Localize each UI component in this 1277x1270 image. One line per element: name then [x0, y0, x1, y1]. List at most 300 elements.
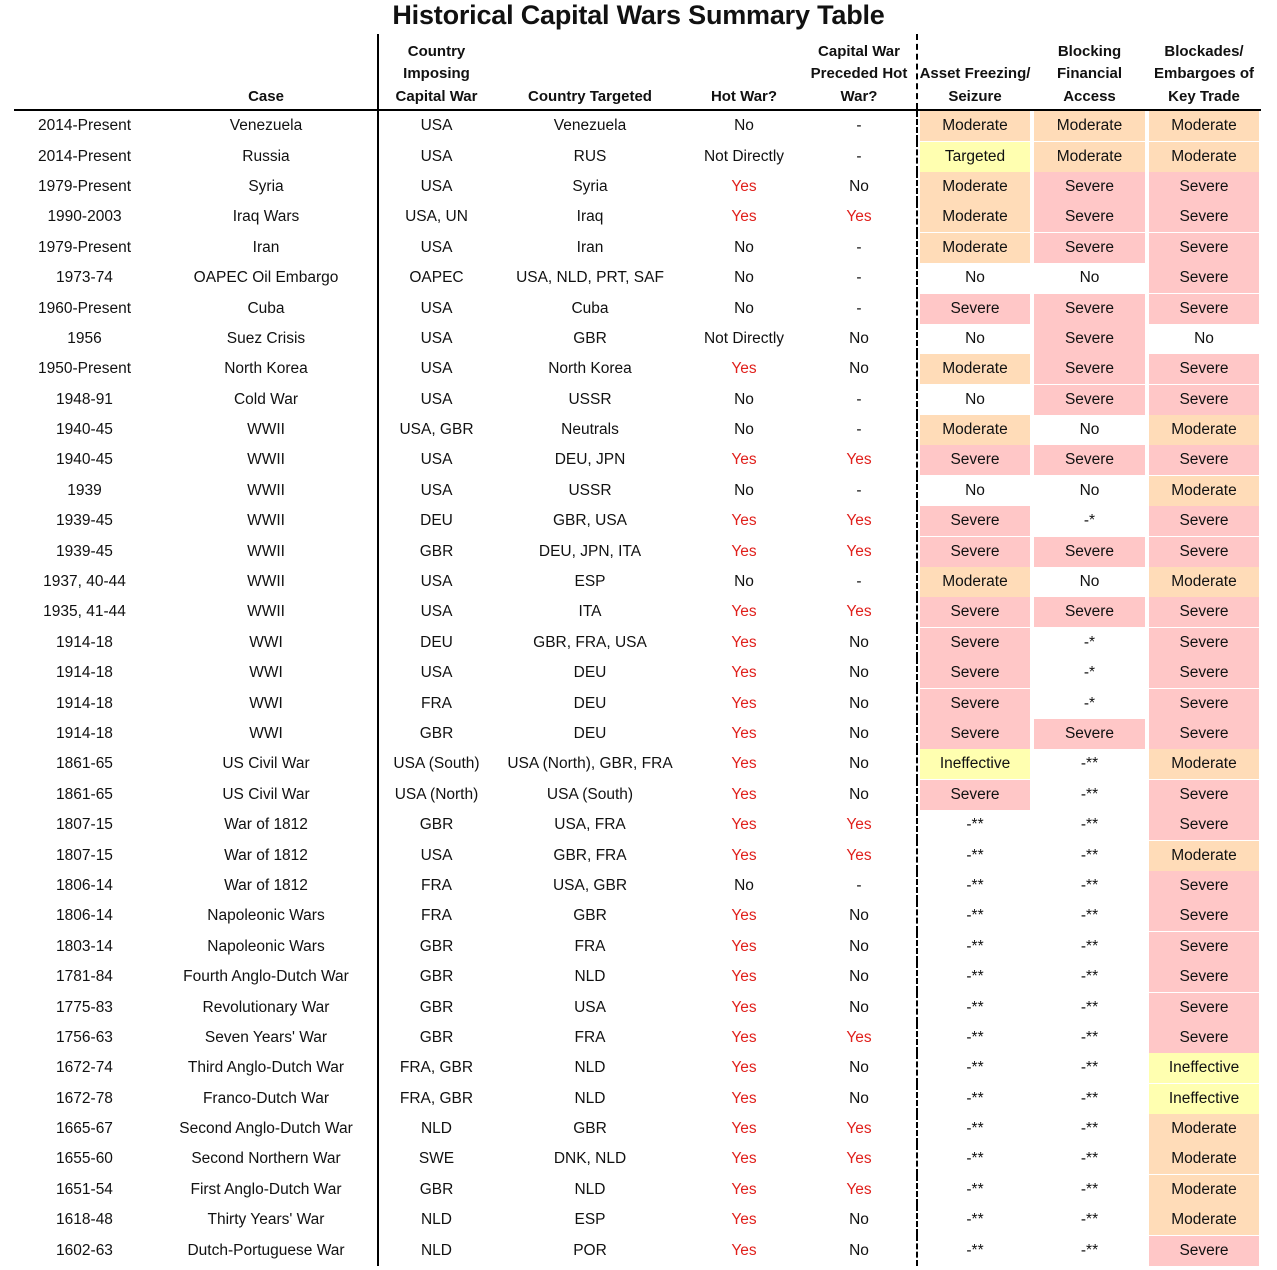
- case-cell: WWII: [247, 421, 285, 439]
- blockades-cell-value: Moderate: [1149, 476, 1259, 506]
- targeted-cell: North Korea: [548, 360, 632, 378]
- imposing-cell: USA (North): [378, 780, 494, 810]
- blocking-cell: [1032, 1235, 1147, 1265]
- blockades-cell-value: Severe: [1149, 689, 1259, 719]
- case-cell: WWII: [247, 573, 285, 591]
- blocking-cell: [1032, 1114, 1147, 1144]
- targeted-cell: ESP: [574, 573, 606, 591]
- case-cell: Franco-Dutch War: [202, 1089, 330, 1107]
- preceded-cell: No: [849, 360, 869, 378]
- preceded-cell: No: [849, 755, 869, 773]
- blockades-cell: [1147, 992, 1261, 1022]
- targeted-cell: FRA: [574, 937, 606, 955]
- blocking-cell: [1032, 293, 1147, 323]
- table-row: [14, 172, 1261, 202]
- imposing-cell: FRA: [378, 901, 494, 931]
- period-cell: 2014-Present: [37, 147, 132, 165]
- blockades-cell: [1147, 932, 1261, 962]
- hot-war-cell: Yes: [731, 1120, 757, 1138]
- asset-cell: [917, 172, 1032, 202]
- blockades-cell-value: Severe: [1149, 962, 1259, 992]
- table-row: [14, 324, 1261, 354]
- table-row: [14, 1053, 1261, 1083]
- imposing-cell: SWE: [378, 1144, 494, 1174]
- asset-cell-value: Severe: [920, 506, 1030, 536]
- targeted-cell: USA, GBR: [552, 876, 628, 894]
- asset-cell-value: No: [920, 385, 1030, 415]
- blockades-cell-value: Severe: [1149, 385, 1259, 415]
- table-row: [14, 1023, 1261, 1053]
- blockades-cell-value: Severe: [1149, 628, 1259, 658]
- blocking-cell-value: Severe: [1034, 445, 1145, 475]
- table-row: [14, 1144, 1261, 1174]
- preceded-cell: Yes: [846, 542, 872, 560]
- period-cell: 1948-91: [56, 390, 113, 408]
- asset-cell-value: No: [920, 263, 1030, 293]
- blocking-cell-value: -**: [1034, 993, 1145, 1023]
- asset-cell-value: Severe: [920, 658, 1030, 688]
- asset-cell-value: Targeted: [920, 142, 1030, 172]
- case-cell: US Civil War: [222, 755, 310, 773]
- preceded-cell: -: [856, 876, 862, 894]
- blockades-cell: [1147, 688, 1261, 718]
- asset-cell: [917, 385, 1032, 415]
- asset-cell: [917, 658, 1032, 688]
- preceded-cell: No: [849, 694, 869, 712]
- imposing-cell: GBR: [378, 536, 494, 566]
- blocking-cell: [1032, 536, 1147, 566]
- asset-cell-value: -**: [920, 932, 1030, 962]
- blocking-cell-value: -**: [1034, 901, 1145, 931]
- asset-cell-value: -**: [920, 810, 1030, 840]
- blockades-cell-value: Moderate: [1149, 841, 1259, 871]
- case-header: Case: [155, 34, 378, 110]
- period-cell: 1861-65: [56, 755, 113, 773]
- blockades-cell-value: No: [1149, 324, 1259, 354]
- targeted-cell: DEU, JPN: [554, 451, 626, 469]
- period-cell: 1618-48: [56, 1211, 113, 1229]
- hot-war-cell: No: [734, 269, 754, 287]
- preceded-cell: -: [856, 299, 862, 317]
- hot-war-cell: Yes: [731, 451, 757, 469]
- asset-cell-value: -**: [920, 1114, 1030, 1144]
- table-row: [14, 597, 1261, 627]
- asset-cell: [917, 1205, 1032, 1235]
- hot-war-cell: No: [734, 117, 754, 135]
- asset-cell-value: Moderate: [920, 111, 1030, 141]
- asset-cell: [917, 780, 1032, 810]
- case-cell: Second Northern War: [191, 1150, 341, 1168]
- blockades-cell: [1147, 476, 1261, 506]
- blocking-cell-value: Severe: [1034, 202, 1145, 232]
- period-cell: 1807-15: [56, 816, 113, 834]
- preceded-cell: No: [849, 1241, 869, 1259]
- hot-war-header: Hot War?: [686, 34, 802, 110]
- asset-cell: [917, 1175, 1032, 1205]
- preceded-cell: No: [849, 907, 869, 925]
- targeted-cell: GBR: [573, 907, 607, 925]
- period-cell: 1781-84: [56, 968, 113, 986]
- asset-cell: [917, 536, 1032, 566]
- targeted-cell: NLD: [574, 1089, 606, 1107]
- blockades-cell-value: Moderate: [1149, 142, 1259, 172]
- asset-cell-value: -**: [920, 1023, 1030, 1053]
- blockades-cell: [1147, 385, 1261, 415]
- asset-cell: [917, 962, 1032, 992]
- blocking-cell: [1032, 597, 1147, 627]
- table-row: [14, 810, 1261, 840]
- blocking-cell: [1032, 962, 1147, 992]
- period-cell: 1672-74: [56, 1059, 113, 1077]
- targeted-cell: ESP: [574, 1211, 606, 1229]
- targeted-cell: DEU: [573, 694, 607, 712]
- blockades-cell-value: Moderate: [1149, 749, 1259, 779]
- blockades-cell: [1147, 354, 1261, 384]
- period-cell: 1806-14: [56, 907, 113, 925]
- preceded-cell: No: [849, 177, 869, 195]
- preceded-cell: No: [849, 1211, 869, 1229]
- table-row: [14, 445, 1261, 475]
- imposing-cell: GBR: [378, 1023, 494, 1053]
- hot-war-cell: No: [734, 421, 754, 439]
- blocking-cell: [1032, 233, 1147, 263]
- asset-cell-value: -**: [920, 1144, 1030, 1174]
- blockades-cell-value: Ineffective: [1149, 1053, 1259, 1083]
- blocking-cell: [1032, 719, 1147, 749]
- imposing-cell: GBR: [378, 932, 494, 962]
- blockades-cell-value: Severe: [1149, 294, 1259, 324]
- preceded-cell: Yes: [846, 603, 872, 621]
- case-cell: Dutch-Portuguese War: [187, 1241, 345, 1259]
- targeted-cell: Syria: [572, 177, 608, 195]
- hot-war-cell: Yes: [731, 664, 757, 682]
- case-cell: Suez Crisis: [226, 329, 306, 347]
- asset-cell-value: -**: [920, 841, 1030, 871]
- targeted-cell: ITA: [578, 603, 602, 621]
- imposing-cell: NLD: [378, 1114, 494, 1144]
- period-cell: 1937, 40-44: [43, 573, 126, 591]
- case-cell: WWI: [249, 725, 283, 742]
- case-cell: WWI: [249, 664, 283, 682]
- hot-war-cell: Yes: [731, 1150, 757, 1168]
- blocking-cell-value: -**: [1034, 1023, 1145, 1053]
- asset-cell: [917, 810, 1032, 840]
- asset-cell: [917, 567, 1032, 597]
- hot-war-cell: Not Directly: [703, 329, 785, 347]
- asset-cell: [917, 901, 1032, 931]
- table-row: [14, 780, 1261, 810]
- case-cell: WWII: [247, 512, 285, 530]
- preceded-cell: No: [849, 968, 869, 986]
- blocking-cell-value: Moderate: [1034, 142, 1145, 172]
- imposing-cell: USA: [378, 293, 494, 323]
- case-cell: Napoleonic Wars: [207, 907, 325, 925]
- preceded-cell: -: [856, 238, 862, 256]
- case-cell: Seven Years' War: [204, 1028, 328, 1046]
- blockades-cell-value: Severe: [1149, 932, 1259, 962]
- blocking-cell: [1032, 1084, 1147, 1114]
- targeted-cell: GBR: [573, 1120, 607, 1138]
- period-cell: 1756-63: [56, 1028, 113, 1046]
- asset-cell-value: Severe: [920, 628, 1030, 658]
- blocking-cell-value: -*: [1034, 658, 1145, 688]
- asset-cell: [917, 110, 1032, 141]
- blocking-cell: [1032, 385, 1147, 415]
- blocking-cell: [1032, 1144, 1147, 1174]
- preceded-cell: Yes: [846, 816, 872, 834]
- asset-cell-value: Severe: [920, 597, 1030, 627]
- blockades-cell-value: Severe: [1149, 263, 1259, 293]
- case-cell: Revolutionary War: [202, 998, 330, 1016]
- asset-cell-value: Severe: [920, 445, 1030, 475]
- case-cell: War of 1812: [224, 876, 308, 894]
- hot-war-cell: Yes: [731, 998, 757, 1016]
- blockades-cell: [1147, 1084, 1261, 1114]
- table-row: [14, 567, 1261, 597]
- case-cell: WWII: [247, 481, 285, 499]
- asset-cell-value: Severe: [920, 780, 1030, 810]
- case-cell: Venezuela: [229, 117, 303, 135]
- imposing-cell: GBR: [378, 719, 494, 749]
- table-row: [14, 1084, 1261, 1114]
- blockades-cell: [1147, 1175, 1261, 1205]
- blockades-header: Blockades/ Embargoes of Key Trade: [1147, 34, 1261, 110]
- hot-war-cell: No: [734, 876, 754, 894]
- preceded-cell: Yes: [846, 451, 872, 469]
- hot-war-cell: Yes: [731, 968, 757, 986]
- targeted-cell: USA (North), GBR, FRA: [507, 755, 673, 773]
- targeted-cell: USA, NLD, PRT, SAF: [516, 269, 664, 287]
- asset-cell: [917, 293, 1032, 323]
- asset-cell: [917, 992, 1032, 1022]
- period-cell: 1672-78: [56, 1089, 113, 1107]
- period-cell: 1655-60: [56, 1150, 113, 1168]
- asset-cell: [917, 354, 1032, 384]
- blocking-header: Blocking Financial Access: [1032, 34, 1147, 110]
- period-cell: 1651-54: [56, 1180, 113, 1198]
- blockades-cell: [1147, 445, 1261, 475]
- blocking-cell-value: -**: [1034, 871, 1145, 901]
- blocking-cell-value: Severe: [1034, 233, 1145, 263]
- blockades-cell-value: Severe: [1149, 1236, 1259, 1266]
- preceded-cell: Yes: [846, 1028, 872, 1046]
- preceded-cell: No: [849, 633, 869, 651]
- blockades-cell: [1147, 110, 1261, 141]
- table-row: [14, 110, 1261, 141]
- blocking-cell: [1032, 658, 1147, 688]
- asset-cell-value: Moderate: [920, 233, 1030, 263]
- blocking-cell-value: Severe: [1034, 172, 1145, 202]
- asset-cell-value: Severe: [920, 689, 1030, 719]
- blockades-cell: [1147, 749, 1261, 779]
- hot-war-cell: No: [734, 481, 754, 499]
- case-cell: Syria: [248, 177, 284, 195]
- imposing-cell: USA, GBR: [378, 415, 494, 445]
- imposing-cell: USA: [378, 476, 494, 506]
- period-cell: 1950-Present: [37, 360, 132, 378]
- table-row: [14, 354, 1261, 384]
- case-cell: WWI: [249, 694, 283, 712]
- hot-war-cell: No: [734, 573, 754, 591]
- table-row: [14, 476, 1261, 506]
- blocking-cell-value: -*: [1034, 506, 1145, 536]
- asset-cell: [917, 719, 1032, 749]
- asset-cell: [917, 202, 1032, 232]
- imposing-cell: USA: [378, 597, 494, 627]
- imposing-cell: DEU: [378, 506, 494, 536]
- period-cell: 1940-45: [56, 451, 113, 469]
- period-cell: 1602-63: [56, 1241, 113, 1259]
- blockades-cell-value: Moderate: [1149, 1175, 1259, 1205]
- blockades-cell: [1147, 506, 1261, 536]
- hot-war-cell: No: [734, 238, 754, 256]
- blocking-cell: [1032, 901, 1147, 931]
- hot-war-cell: Yes: [731, 512, 757, 530]
- period-cell: 1979-Present: [37, 177, 132, 195]
- blockades-cell-value: Ineffective: [1149, 1084, 1259, 1114]
- asset-cell: [917, 263, 1032, 293]
- period-cell: 1973-74: [56, 269, 113, 287]
- asset-cell-value: Moderate: [920, 567, 1030, 597]
- blocking-cell: [1032, 110, 1147, 141]
- preceded-cell: No: [849, 937, 869, 955]
- period-cell: 2014-Present: [37, 117, 132, 135]
- asset-cell-value: -**: [920, 871, 1030, 901]
- asset-cell: [917, 840, 1032, 870]
- blocking-cell: [1032, 567, 1147, 597]
- hot-war-cell: Yes: [731, 846, 757, 864]
- blocking-cell: [1032, 1175, 1147, 1205]
- blockades-cell-value: Severe: [1149, 445, 1259, 475]
- blockades-cell: [1147, 1205, 1261, 1235]
- asset-cell: [917, 932, 1032, 962]
- period-cell: 1775-83: [56, 998, 113, 1016]
- asset-cell-value: No: [920, 324, 1030, 354]
- asset-cell-value: -**: [920, 1175, 1030, 1205]
- asset-cell-value: -**: [920, 1053, 1030, 1083]
- imposing-cell: USA, UN: [378, 202, 494, 232]
- page-title: Historical Capital Wars Summary Table: [392, 0, 885, 30]
- blockades-cell: [1147, 293, 1261, 323]
- blockades-cell-value: Severe: [1149, 810, 1259, 840]
- blocking-cell-value: Severe: [1034, 537, 1145, 567]
- blocking-cell-value: Severe: [1034, 324, 1145, 354]
- blocking-cell: [1032, 688, 1147, 718]
- case-cell: Cold War: [233, 390, 299, 408]
- blocking-cell-value: -**: [1034, 1175, 1145, 1205]
- blockades-cell-value: Severe: [1149, 202, 1259, 232]
- hot-war-cell: Yes: [731, 360, 757, 378]
- hot-war-cell: Yes: [731, 816, 757, 834]
- targeted-cell: NLD: [574, 968, 606, 986]
- blocking-cell-value: -*: [1034, 628, 1145, 658]
- blocking-cell: [1032, 445, 1147, 475]
- blocking-cell-value: -**: [1034, 932, 1145, 962]
- asset-cell-value: -**: [920, 962, 1030, 992]
- asset-cell-value: Moderate: [920, 415, 1030, 445]
- preceded-cell: Yes: [846, 1120, 872, 1138]
- period-cell: 1914-18: [56, 664, 113, 682]
- blockades-cell-value: Moderate: [1149, 567, 1259, 597]
- blocking-cell: [1032, 1205, 1147, 1235]
- preceded-cell: -: [856, 117, 862, 135]
- imposing-cell: USA: [378, 324, 494, 354]
- imposing-cell: FRA, GBR: [378, 1053, 494, 1083]
- blocking-cell: [1032, 628, 1147, 658]
- period-cell: 1914-18: [56, 725, 113, 742]
- table-row: [14, 202, 1261, 232]
- period-cell: 1939: [67, 481, 102, 499]
- asset-cell: [917, 1235, 1032, 1265]
- blockades-cell: [1147, 597, 1261, 627]
- blockades-cell-value: Severe: [1149, 172, 1259, 202]
- capital-wars-table: [14, 34, 1261, 1266]
- preceded-cell: -: [856, 481, 862, 499]
- asset-cell: [917, 1023, 1032, 1053]
- preceded-cell: Yes: [846, 1180, 872, 1198]
- blocking-cell: [1032, 871, 1147, 901]
- blockades-cell: [1147, 415, 1261, 445]
- hot-war-cell: No: [734, 299, 754, 317]
- blocking-cell-value: No: [1034, 263, 1145, 293]
- case-cell: Third Anglo-Dutch War: [187, 1059, 345, 1077]
- blockades-cell: [1147, 567, 1261, 597]
- preceded-cell: No: [849, 785, 869, 803]
- imposing-cell: FRA, GBR: [378, 1084, 494, 1114]
- blocking-cell-value: -**: [1034, 1114, 1145, 1144]
- hot-war-cell: Yes: [731, 177, 757, 195]
- asset-cell: [917, 1053, 1032, 1083]
- blocking-cell: [1032, 780, 1147, 810]
- blockades-cell: [1147, 1144, 1261, 1174]
- imposing-cell: FRA: [378, 871, 494, 901]
- asset-cell: [917, 628, 1032, 658]
- blocking-cell-value: -**: [1034, 1084, 1145, 1114]
- table-row: [14, 415, 1261, 445]
- blocking-cell: [1032, 476, 1147, 506]
- targeted-cell: GBR, USA: [552, 512, 628, 530]
- asset-cell-value: -**: [920, 1205, 1030, 1235]
- preceded-cell: Yes: [846, 1150, 872, 1168]
- table-row: [14, 719, 1261, 749]
- targeted-cell: GBR, FRA, USA: [533, 633, 647, 651]
- table-row: [14, 1235, 1261, 1265]
- case-cell: Napoleonic Wars: [207, 937, 325, 955]
- blockades-cell: [1147, 962, 1261, 992]
- blockades-cell: [1147, 628, 1261, 658]
- asset-cell: [917, 749, 1032, 779]
- targeted-cell: NLD: [574, 1180, 606, 1198]
- imposing-cell: USA: [378, 354, 494, 384]
- period-cell: 1939-45: [56, 512, 113, 530]
- asset-cell: [917, 597, 1032, 627]
- blocking-cell-value: -**: [1034, 780, 1145, 810]
- blocking-cell-value: -**: [1034, 1144, 1145, 1174]
- imposing-cell: DEU: [378, 628, 494, 658]
- period-cell: 1940-45: [56, 421, 113, 439]
- table-row: [14, 233, 1261, 263]
- imposing-cell: NLD: [378, 1205, 494, 1235]
- period-cell: 1939-45: [56, 542, 113, 560]
- preceded-cell: No: [849, 664, 869, 682]
- preceded-cell: No: [849, 1059, 869, 1077]
- period-cell: 1665-67: [56, 1120, 113, 1138]
- blockades-cell-value: Severe: [1149, 1023, 1259, 1053]
- targeted-cell: USA (South): [546, 785, 634, 803]
- preceded-cell: -: [856, 390, 862, 408]
- targeted-cell: USA, FRA: [554, 816, 626, 834]
- asset-cell: [917, 688, 1032, 718]
